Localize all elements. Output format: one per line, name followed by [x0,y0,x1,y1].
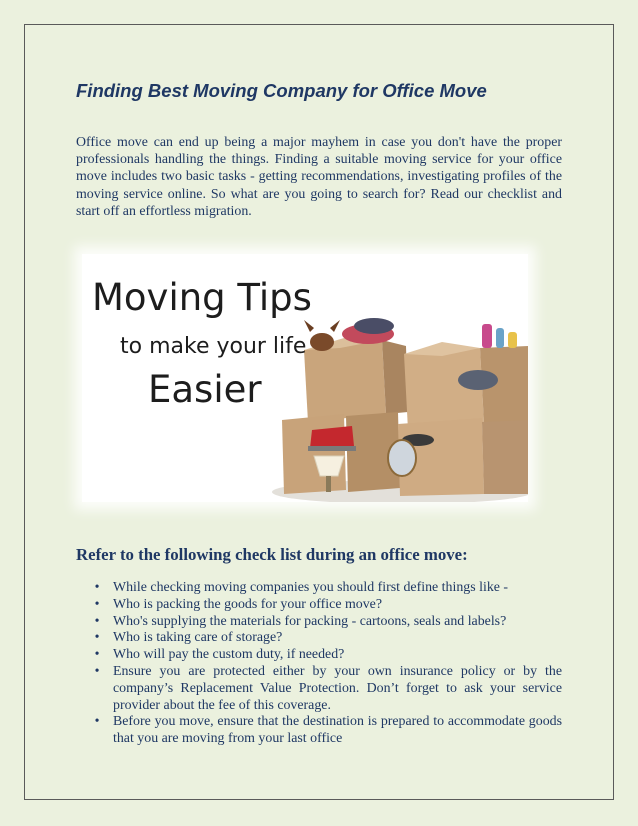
list-item [92,580,562,597]
list-item-text: Who is packing the goods for your office move? [113,596,382,612]
list-item [92,647,562,664]
checklist [92,580,562,748]
list-item-text: Ensure you are protected either by your own insurance policy or by the company’s Replacement Value Protection. Don’t forget to ask your service provider about the fee of this coverage. [113,663,562,713]
moving-tips-image [82,254,528,502]
bottle-pink [482,324,492,348]
bullet-icon: • [94,647,100,663]
list-item [92,664,562,714]
toy-moose [310,333,334,351]
list-item [92,614,562,631]
bullet-icon: • [94,580,100,595]
bullet-icon: • [94,714,100,730]
box-top-left-side [382,340,408,414]
bullet-icon: • [94,613,100,629]
clothes-pile-2 [354,318,394,334]
box-bottom-far-right [482,420,528,494]
lamp-stand [326,476,331,492]
list-item-text: While checking moving companies you should first define things like - [113,580,509,595]
bottle-blue [496,328,504,348]
checklist-heading: Refer to the following check list during an office move: [76,545,468,564]
image-text-make-your-life: to make your life [120,334,307,359]
image-text-moving-tips: Moving Tips [92,276,312,319]
iron-base [308,446,356,451]
mirror [388,440,416,476]
moose-antlers [304,320,340,332]
box-bottom-left [282,414,346,494]
list-item-text: Who's supplying the materials for packing - cartoons, seals and labels? [113,613,507,629]
list-item-text: Before you move, ensure that the destination is prepared to accommodate goods that you are moving from your last office [113,714,562,747]
bottle-yellow [508,332,517,348]
list-item-text: Who will pay the custom duty, if needed? [113,647,345,663]
list-item-text: Who is taking care of storage? [113,630,283,646]
box-top-left [304,340,386,422]
bullet-icon: • [94,630,100,646]
page-title: Finding Best Moving Company for Office Move [76,80,487,101]
list-item [92,597,562,614]
list-item [92,630,562,647]
bullet-icon: • [94,596,100,612]
bullet-icon: • [94,663,100,679]
list-item [92,714,562,748]
hat [458,370,498,390]
image-text-easier: Easier [148,368,262,411]
intro-paragraph: Office move can end up being a major mayhem in case you don't have the proper professionals handling the things. Finding a suitable moving service for your office move includes two basic tasks - getting recommendations, investigating profiles of the moving service online. So what are you going to search for? Read our checklist and start off an effortless migration. [76,135,562,219]
